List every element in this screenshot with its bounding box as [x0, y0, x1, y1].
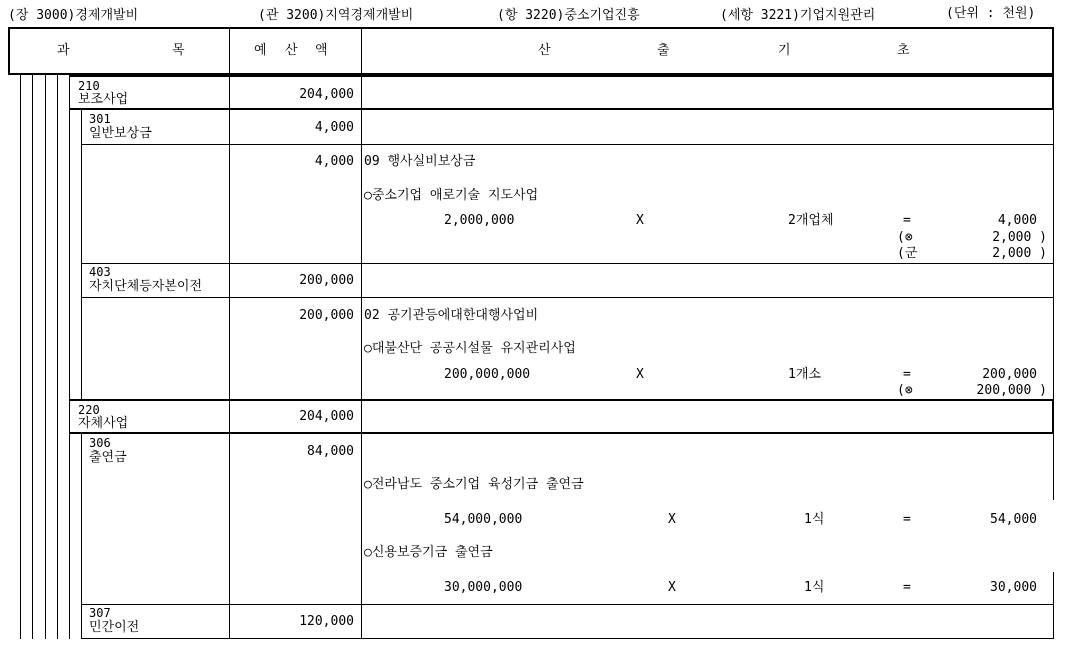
calc1-qty: 1식: [804, 512, 825, 527]
col-subject-1: 과: [57, 43, 70, 58]
calc1-unit: 54,000,000: [444, 512, 523, 527]
row-amount: 84,000: [307, 444, 354, 459]
col-basis-2: 출: [657, 43, 670, 58]
calc2-qty: 1식: [804, 580, 825, 595]
row-amount: 4,000: [314, 120, 354, 135]
sub1-label: (⊗: [897, 230, 913, 245]
header-gwan: (관 3200)지역경제개발비: [258, 8, 414, 23]
col-basis-4: 초: [897, 43, 910, 58]
calc2-total: 30,000: [990, 580, 1037, 595]
row-code: 301: [89, 112, 111, 126]
header-jang: (장 3000)경제개발비: [8, 8, 139, 23]
detail-title: 02 공기관등에대한대행사업비: [364, 308, 539, 323]
calc-eq: =: [903, 213, 911, 228]
row-name: 보조사업: [78, 92, 129, 107]
row-code: 210: [78, 79, 100, 93]
header-hang: (항 3220)중소기업진흥: [497, 8, 640, 23]
detail-amount: 200,000: [299, 308, 354, 323]
col-subject-2: 목: [172, 43, 185, 58]
detail-item-1: ○전라남도 중소기업 육성기금 출연금: [364, 477, 584, 492]
row-code: 220: [78, 403, 100, 417]
row-name: 자체사업: [78, 416, 129, 431]
detail-item-2: ○신용보증기금 출연금: [364, 545, 493, 560]
row-name: 민간이전: [89, 620, 140, 635]
detail-item: ○대불산단 공공시설물 유지관리사업: [364, 341, 576, 356]
calc2-unit: 30,000,000: [444, 580, 523, 595]
row-code: 306: [89, 436, 111, 450]
row-amount: 204,000: [299, 409, 354, 424]
row-name: 일반보상금: [89, 126, 152, 141]
detail-amount: 4,000: [314, 154, 354, 169]
col-basis-3: 기: [778, 43, 791, 58]
col-budget-2: 산: [285, 43, 298, 58]
col-budget-1: 예: [254, 43, 267, 58]
row-amount: 204,000: [299, 87, 354, 102]
header-sehang: (세항 3221)기업지원관리: [720, 8, 876, 23]
sub1-value: 200,000 ): [976, 383, 1047, 398]
row-name: 출연금: [89, 450, 127, 465]
detail-item: ○중소기업 애로기술 지도사업: [364, 188, 539, 203]
calc-total: 4,000: [997, 213, 1037, 228]
row-amount: 120,000: [299, 614, 354, 629]
calc-x: X: [636, 213, 644, 228]
row-amount: 200,000: [299, 273, 354, 288]
header-unit: (단위 : 천원): [946, 6, 1036, 21]
calc2-x: X: [668, 580, 676, 595]
calc-unit: 200,000,000: [444, 367, 531, 382]
sub2-value: 2,000 ): [992, 246, 1047, 261]
row-code: 403: [89, 265, 111, 279]
calc1-x: X: [668, 512, 676, 527]
calc1-eq: =: [903, 512, 911, 527]
sub1-label: (⊗: [897, 383, 913, 398]
row-name: 자치단체등자본이전: [89, 279, 203, 294]
col-budget-3: 액: [315, 43, 328, 58]
calc-eq: =: [903, 367, 911, 382]
row-code: 307: [89, 606, 111, 620]
sub1-value: 2,000 ): [992, 230, 1047, 245]
calc-x: X: [636, 367, 644, 382]
calc-qty: 1개소: [788, 367, 821, 382]
detail-title: 09 행사실비보상금: [364, 154, 476, 169]
sub2-label: (군: [897, 246, 918, 261]
calc-qty: 2개업체: [788, 213, 834, 228]
calc-total: 200,000: [982, 367, 1037, 382]
col-basis-1: 산: [538, 43, 551, 58]
calc2-eq: =: [903, 580, 911, 595]
calc1-total: 54,000: [990, 512, 1037, 527]
calc-unit: 2,000,000: [444, 213, 515, 228]
